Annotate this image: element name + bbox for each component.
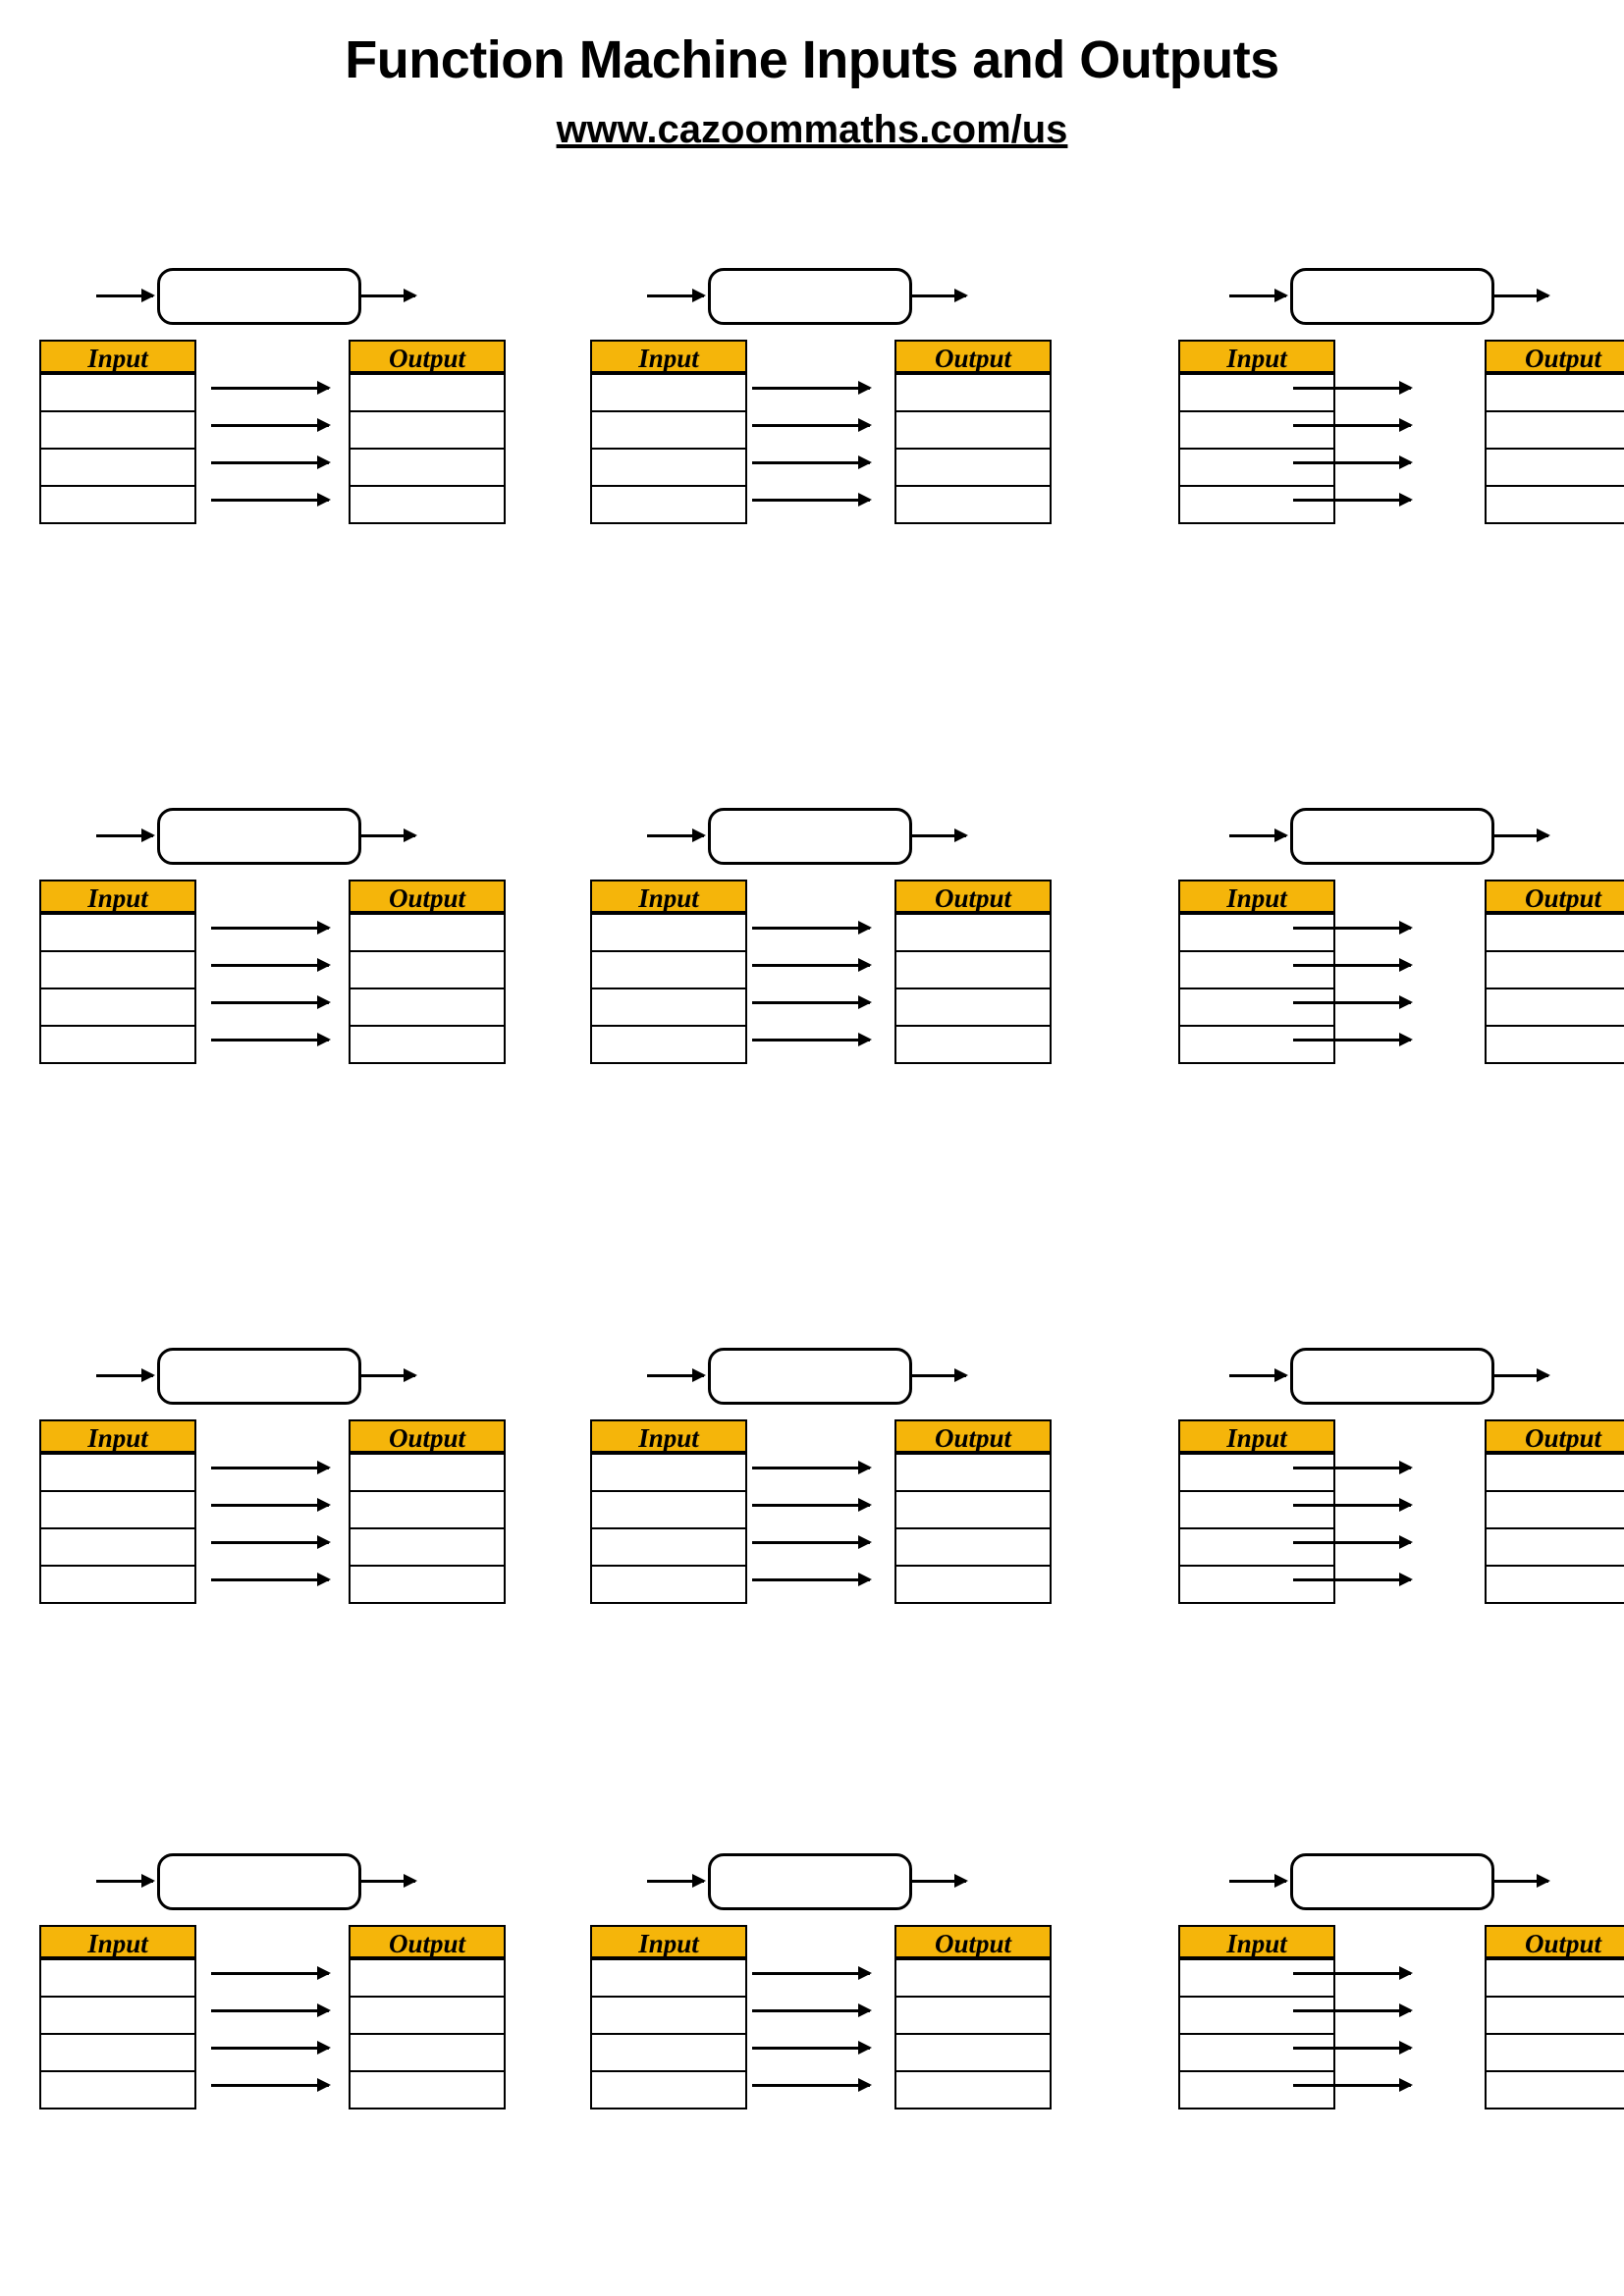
input-cell[interactable] — [590, 412, 747, 450]
mapping-arrow-icon — [1293, 424, 1411, 427]
output-arrow-icon — [1494, 834, 1548, 837]
input-cell[interactable] — [39, 1567, 196, 1604]
rule-box[interactable] — [708, 808, 912, 865]
output-header: Output — [349, 1925, 506, 1960]
output-cell[interactable] — [894, 1492, 1052, 1529]
input-cell[interactable] — [39, 915, 196, 952]
input-arrow-icon — [1229, 834, 1286, 837]
input-arrow-icon — [647, 294, 704, 297]
output-cell[interactable] — [1485, 952, 1624, 989]
output-header: Output — [894, 340, 1052, 375]
output-header: Output — [1485, 880, 1624, 915]
output-cell[interactable] — [1485, 1960, 1624, 1998]
input-cell[interactable] — [590, 2035, 747, 2072]
output-arrow-icon — [361, 1880, 415, 1883]
output-cell[interactable] — [349, 1567, 506, 1604]
input-header: Input — [39, 1925, 196, 1960]
output-arrow-icon — [912, 294, 966, 297]
output-cell[interactable] — [349, 1998, 506, 2035]
rule-box[interactable] — [157, 268, 361, 325]
function-machine-9 — [1082, 1345, 1623, 1683]
output-cell[interactable] — [894, 1455, 1052, 1492]
mapping-arrow-icon — [1293, 1001, 1411, 1004]
input-cell[interactable] — [590, 487, 747, 524]
input-arrow-icon — [1229, 1880, 1286, 1883]
output-cell[interactable] — [349, 1529, 506, 1567]
machine-diagram — [77, 1850, 489, 1919]
input-table — [590, 1419, 747, 1604]
mapping-arrow-icon — [752, 499, 870, 502]
mapping-arrows — [1278, 1960, 1431, 2178]
rule-box[interactable] — [1290, 1348, 1494, 1405]
input-header: Input — [590, 1925, 747, 1960]
input-cell[interactable] — [590, 1492, 747, 1529]
output-cell[interactable] — [894, 1027, 1052, 1064]
output-header: Output — [1485, 340, 1624, 375]
input-cell[interactable] — [590, 952, 747, 989]
output-cell[interactable] — [894, 989, 1052, 1027]
output-cell[interactable] — [894, 450, 1052, 487]
mapping-arrow-icon — [752, 1504, 870, 1507]
output-arrow-icon — [361, 1374, 415, 1377]
page-title: Function Machine Inputs and Outputs — [345, 30, 1279, 89]
input-header: Input — [1178, 880, 1335, 915]
io-tables — [541, 340, 1082, 595]
mapping-arrow-icon — [1293, 1972, 1411, 1975]
output-arrow-icon — [1494, 1880, 1548, 1883]
function-machine-2 — [541, 265, 1082, 604]
output-cell[interactable] — [894, 487, 1052, 524]
input-header: Input — [39, 1419, 196, 1455]
output-cell[interactable] — [349, 2072, 506, 2109]
input-cell[interactable] — [39, 487, 196, 524]
output-header: Output — [349, 1419, 506, 1455]
mapping-arrow-icon — [752, 424, 870, 427]
output-cell[interactable] — [349, 989, 506, 1027]
output-cell[interactable] — [349, 412, 506, 450]
output-arrow-icon — [1494, 294, 1548, 297]
function-machine-7 — [0, 1345, 541, 1683]
mapping-arrows — [1278, 375, 1431, 593]
input-cell[interactable] — [590, 1455, 747, 1492]
mapping-arrow-icon — [211, 1504, 329, 1507]
input-arrow-icon — [647, 1374, 704, 1377]
output-header: Output — [894, 1925, 1052, 1960]
function-machine-11 — [541, 1850, 1082, 2189]
input-cell[interactable] — [590, 1567, 747, 1604]
mapping-arrow-icon — [1293, 927, 1411, 930]
input-arrow-icon — [647, 834, 704, 837]
input-header: Input — [1178, 1419, 1335, 1455]
mapping-arrow-icon — [752, 387, 870, 390]
output-cell[interactable] — [1485, 450, 1624, 487]
output-cell[interactable] — [1485, 915, 1624, 952]
mapping-arrow-icon — [211, 2047, 329, 2050]
output-cell[interactable] — [349, 952, 506, 989]
output-cell[interactable] — [349, 915, 506, 952]
input-cell[interactable] — [590, 1529, 747, 1567]
output-cell[interactable] — [349, 487, 506, 524]
input-header: Input — [39, 880, 196, 915]
rule-box[interactable] — [708, 1853, 912, 1910]
output-cell[interactable] — [894, 915, 1052, 952]
mapping-arrow-icon — [752, 2009, 870, 2012]
mapping-arrow-icon — [211, 387, 329, 390]
output-cell[interactable] — [894, 1998, 1052, 2035]
mapping-arrow-icon — [1293, 1467, 1411, 1469]
mapping-arrows — [1278, 915, 1431, 1133]
mapping-arrows — [737, 375, 890, 593]
mapping-arrows — [196, 1455, 349, 1673]
input-cell[interactable] — [39, 1492, 196, 1529]
output-table — [894, 1419, 1052, 1604]
mapping-arrow-icon — [211, 461, 329, 464]
input-arrow-icon — [647, 1880, 704, 1883]
output-header: Output — [894, 880, 1052, 915]
mapping-arrow-icon — [1293, 1504, 1411, 1507]
input-cell[interactable] — [39, 1455, 196, 1492]
rule-box[interactable] — [1290, 268, 1494, 325]
output-cell[interactable] — [1485, 989, 1624, 1027]
mapping-arrow-icon — [752, 1972, 870, 1975]
mapping-arrow-icon — [1293, 499, 1411, 502]
machine-diagram — [627, 1345, 1040, 1414]
input-table — [39, 340, 196, 524]
mapping-arrow-icon — [211, 2009, 329, 2012]
mapping-arrow-icon — [211, 1578, 329, 1581]
rule-box[interactable] — [708, 1348, 912, 1405]
function-machine-8 — [541, 1345, 1082, 1683]
mapping-arrow-icon — [211, 1541, 329, 1544]
mapping-arrow-icon — [211, 1001, 329, 1004]
output-arrow-icon — [912, 834, 966, 837]
output-cell[interactable] — [1485, 1998, 1624, 2035]
input-cell[interactable] — [39, 2035, 196, 2072]
output-table — [349, 1925, 506, 2109]
input-arrow-icon — [96, 1374, 153, 1377]
mapping-arrow-icon — [752, 1039, 870, 1041]
input-table — [39, 1925, 196, 2109]
input-table — [39, 1419, 196, 1604]
output-cell[interactable] — [894, 2072, 1052, 2109]
machine-diagram — [627, 1850, 1040, 1919]
mapping-arrows — [737, 1960, 890, 2178]
io-tables — [0, 880, 541, 1135]
output-cell[interactable] — [349, 1492, 506, 1529]
mapping-arrows — [196, 1960, 349, 2178]
output-cell[interactable] — [894, 1960, 1052, 1998]
output-table — [1485, 340, 1624, 524]
machine-diagram — [1210, 1850, 1622, 1919]
output-cell[interactable] — [1485, 1455, 1624, 1492]
output-cell[interactable] — [894, 375, 1052, 412]
output-header: Output — [1485, 1925, 1624, 1960]
machine-diagram — [1210, 1345, 1622, 1414]
input-arrow-icon — [96, 834, 153, 837]
input-header: Input — [1178, 340, 1335, 375]
function-machine-5 — [541, 805, 1082, 1144]
output-header: Output — [894, 1419, 1052, 1455]
io-tables — [1082, 880, 1623, 1135]
function-machine-10 — [0, 1850, 541, 2189]
input-cell[interactable] — [590, 1960, 747, 1998]
output-table — [894, 1925, 1052, 2109]
input-header: Input — [590, 340, 747, 375]
input-cell[interactable] — [590, 1998, 747, 2035]
website-link[interactable]: www.cazoommaths.com/us — [556, 108, 1068, 151]
output-cell[interactable] — [349, 1027, 506, 1064]
machine-diagram — [77, 1345, 489, 1414]
machine-diagram — [1210, 805, 1622, 874]
machine-diagram — [1210, 265, 1622, 334]
input-table — [39, 880, 196, 1064]
mapping-arrow-icon — [211, 499, 329, 502]
input-header: Input — [590, 880, 747, 915]
input-cell[interactable] — [39, 375, 196, 412]
function-machine-12 — [1082, 1850, 1623, 2189]
input-cell[interactable] — [590, 375, 747, 412]
input-cell[interactable] — [39, 989, 196, 1027]
rule-box[interactable] — [1290, 1853, 1494, 1910]
output-cell[interactable] — [1485, 487, 1624, 524]
mapping-arrows — [196, 375, 349, 593]
mapping-arrow-icon — [1293, 461, 1411, 464]
output-cell[interactable] — [1485, 2035, 1624, 2072]
input-cell[interactable] — [590, 915, 747, 952]
output-table — [1485, 1925, 1624, 2109]
io-tables — [0, 1925, 541, 2180]
input-cell[interactable] — [590, 989, 747, 1027]
input-cell[interactable] — [39, 1960, 196, 1998]
mapping-arrow-icon — [752, 461, 870, 464]
output-cell[interactable] — [894, 1567, 1052, 1604]
machine-row — [0, 1850, 1624, 2189]
machines-grid — [0, 265, 1624, 2189]
input-table — [590, 340, 747, 524]
output-cell[interactable] — [349, 375, 506, 412]
rule-box[interactable] — [1290, 808, 1494, 865]
input-header: Input — [39, 340, 196, 375]
machine-diagram — [627, 265, 1040, 334]
output-cell[interactable] — [894, 1529, 1052, 1567]
mapping-arrow-icon — [211, 1972, 329, 1975]
mapping-arrow-icon — [1293, 387, 1411, 390]
mapping-arrow-icon — [752, 1541, 870, 1544]
mapping-arrows — [737, 1455, 890, 1673]
function-machine-1 — [0, 265, 541, 604]
output-cell[interactable] — [1485, 1529, 1624, 1567]
rule-box[interactable] — [157, 1853, 361, 1910]
input-arrow-icon — [96, 1880, 153, 1883]
rule-box[interactable] — [157, 808, 361, 865]
output-cell[interactable] — [1485, 1027, 1624, 1064]
machine-row — [0, 805, 1624, 1144]
machine-diagram — [627, 805, 1040, 874]
mapping-arrows — [1278, 1455, 1431, 1673]
output-cell[interactable] — [349, 450, 506, 487]
input-cell[interactable] — [590, 2072, 747, 2109]
io-tables — [541, 1419, 1082, 1675]
input-cell[interactable] — [39, 2072, 196, 2109]
output-cell[interactable] — [894, 952, 1052, 989]
mapping-arrow-icon — [1293, 2009, 1411, 2012]
mapping-arrows — [196, 915, 349, 1133]
output-arrow-icon — [361, 294, 415, 297]
output-cell[interactable] — [1485, 412, 1624, 450]
mapping-arrow-icon — [752, 2047, 870, 2050]
output-cell[interactable] — [894, 412, 1052, 450]
output-table — [894, 880, 1052, 1064]
machine-row — [0, 1345, 1624, 1683]
io-tables — [541, 880, 1082, 1135]
mapping-arrow-icon — [752, 1578, 870, 1581]
output-arrow-icon — [912, 1374, 966, 1377]
io-tables — [1082, 340, 1623, 595]
input-cell[interactable] — [39, 412, 196, 450]
mapping-arrow-icon — [211, 964, 329, 967]
mapping-arrow-icon — [752, 1001, 870, 1004]
mapping-arrow-icon — [752, 2084, 870, 2087]
output-cell[interactable] — [349, 1960, 506, 1998]
mapping-arrow-icon — [211, 424, 329, 427]
mapping-arrow-icon — [1293, 1039, 1411, 1041]
output-cell[interactable] — [349, 1455, 506, 1492]
input-header: Input — [590, 1419, 747, 1455]
mapping-arrow-icon — [1293, 1541, 1411, 1544]
input-cell[interactable] — [39, 1998, 196, 2035]
output-arrow-icon — [361, 834, 415, 837]
io-tables — [541, 1925, 1082, 2180]
machine-row — [0, 265, 1624, 604]
output-table — [1485, 880, 1624, 1064]
rule-box[interactable] — [157, 1348, 361, 1405]
output-arrow-icon — [1494, 1374, 1548, 1377]
mapping-arrows — [737, 915, 890, 1133]
mapping-arrow-icon — [211, 2084, 329, 2087]
output-table — [894, 340, 1052, 524]
mapping-arrow-icon — [1293, 2047, 1411, 2050]
output-table — [349, 340, 506, 524]
output-table — [1485, 1419, 1624, 1604]
output-cell[interactable] — [1485, 2072, 1624, 2109]
mapping-arrow-icon — [1293, 1578, 1411, 1581]
function-machine-4 — [0, 805, 541, 1144]
mapping-arrow-icon — [211, 1467, 329, 1469]
function-machine-3 — [1082, 265, 1623, 604]
input-cell[interactable] — [39, 1027, 196, 1064]
output-header: Output — [1485, 1419, 1624, 1455]
mapping-arrow-icon — [1293, 2084, 1411, 2087]
mapping-arrow-icon — [211, 927, 329, 930]
input-arrow-icon — [1229, 1374, 1286, 1377]
output-cell[interactable] — [1485, 1567, 1624, 1604]
input-table — [590, 1925, 747, 2109]
input-cell[interactable] — [590, 1027, 747, 1064]
mapping-arrow-icon — [1293, 964, 1411, 967]
output-arrow-icon — [912, 1880, 966, 1883]
io-tables — [0, 1419, 541, 1675]
mapping-arrow-icon — [752, 1467, 870, 1469]
output-cell[interactable] — [1485, 375, 1624, 412]
output-header: Output — [349, 340, 506, 375]
output-cell[interactable] — [1485, 1492, 1624, 1529]
input-arrow-icon — [96, 294, 153, 297]
input-table — [590, 880, 747, 1064]
output-table — [349, 880, 506, 1064]
output-cell[interactable] — [894, 2035, 1052, 2072]
input-cell[interactable] — [39, 450, 196, 487]
function-machine-6 — [1082, 805, 1623, 1144]
output-cell[interactable] — [349, 2035, 506, 2072]
io-tables — [1082, 1925, 1623, 2180]
output-header: Output — [349, 880, 506, 915]
machine-diagram — [77, 265, 489, 334]
mapping-arrow-icon — [752, 964, 870, 967]
rule-box[interactable] — [708, 268, 912, 325]
mapping-arrow-icon — [211, 1039, 329, 1041]
mapping-arrow-icon — [752, 927, 870, 930]
input-header: Input — [1178, 1925, 1335, 1960]
input-cell[interactable] — [590, 450, 747, 487]
machine-diagram — [77, 805, 489, 874]
output-table — [349, 1419, 506, 1604]
input-arrow-icon — [1229, 294, 1286, 297]
io-tables — [1082, 1419, 1623, 1675]
io-tables — [0, 340, 541, 595]
input-cell[interactable] — [39, 952, 196, 989]
input-cell[interactable] — [39, 1529, 196, 1567]
